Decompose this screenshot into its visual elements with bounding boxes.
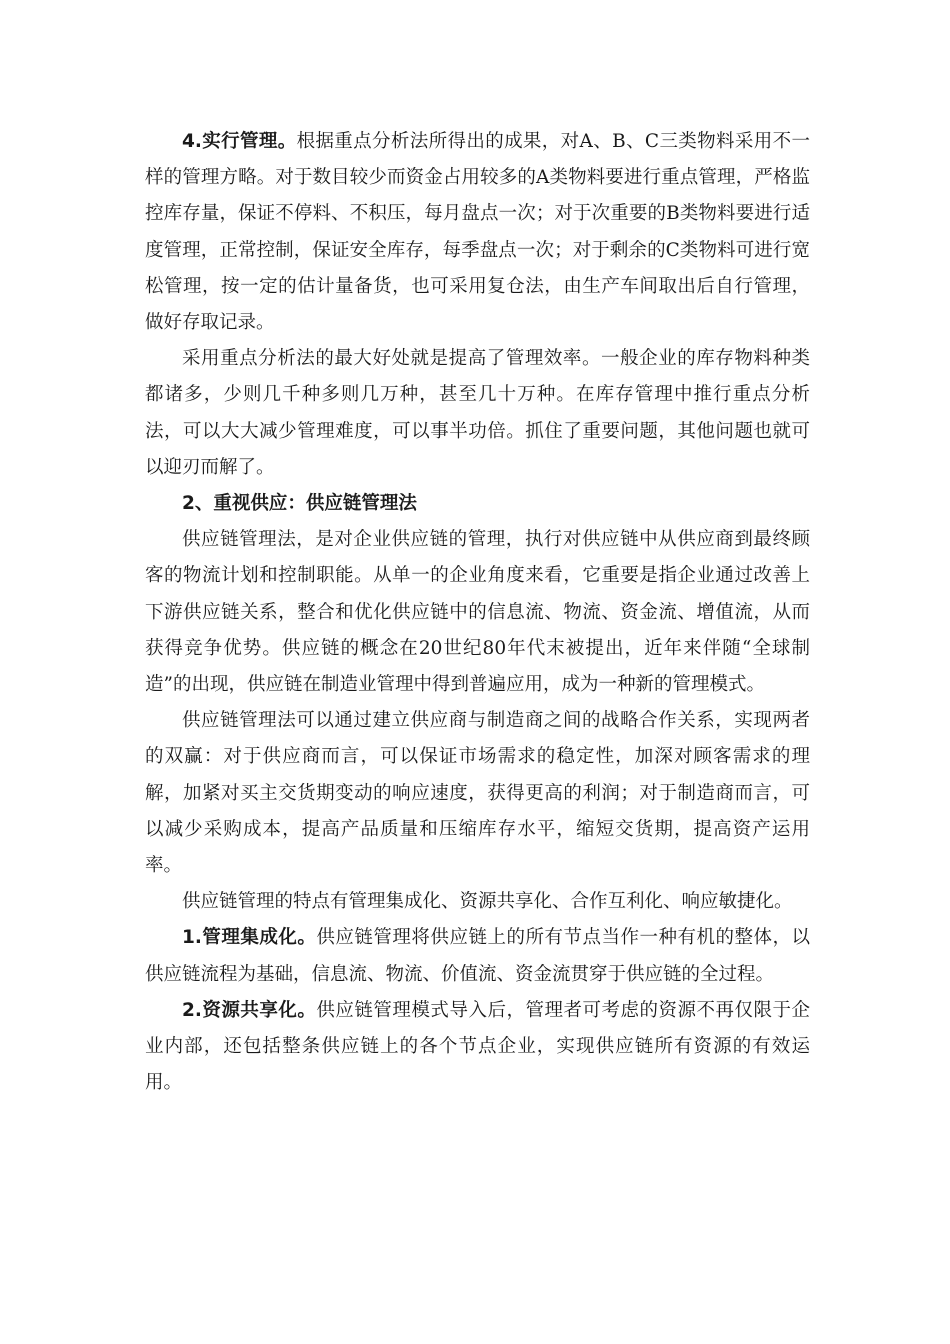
paragraph-scm-win-win — [145, 703, 810, 884]
paragraph-text: 供应链管理法，是对企业供应链的管理，执行对供应链中从供应商到最终顾客的物流计划和控制职能。从单一的企业角度来看，它重要是指企业通过改善上下游供应链关系，整合和优化供应链中的信息流、物流、资金流、增值流，从而获得竞争优势。供应链的概念在20世纪80年代末被提出，近年来伴随“全球制造”的出现，供应链在制造业管理中得到普遍应用，成为一种新的管理模式。 — [145, 529, 810, 696]
paragraph-lead-bold: 4.实行管理。 — [182, 131, 297, 152]
paragraph-text: 供应链管理法可以通过建立供应商与制造商之间的战略合作关系，实现两者的双赢：对于供应商而言，可以保证市场需求的稳定性，加深对顾客需求的理解，加紧对买主交货期变动的响应速度，获得更高的利润；对于制造商而言，可以减少采购成本，提高产品质量和压缩库存水平，缩短交货期，提高资产运用率。 — [145, 710, 810, 877]
paragraph-scm-definition — [145, 522, 810, 703]
paragraph-integration — [145, 920, 810, 992]
paragraph-scm-features — [145, 884, 810, 920]
paragraph-resource-sharing — [145, 993, 810, 1102]
section-heading: 2、重视供应：供应链管理法 — [182, 493, 417, 515]
paragraph-text: 供应链管理将供应链上的所有节点当作一种有机的整体，以供应链流程为基础，信息流、物流、价值流、资金流贯穿于供应链的全过程。 — [145, 927, 810, 985]
paragraph-implement-management — [145, 124, 810, 341]
paragraph-text: 根据重点分析法所得出的成果，对A、B、C三类物料采用不一样的管理方略。对于数目较少而资金占用较多的A类物料要进行重点管理，严格监控库存量，保证不停料、不积压，每月盘点一次；对于次重要的B类物料要进行适度管理，正常控制，保证安全库存，每季盘点一次；对于剩余的C类物料可进行宽松管理，按一定的估计量备货，也可采用复仓法，由生产车间取出后自行管理，做好存取记录。 — [145, 131, 810, 334]
document-body — [145, 124, 810, 1101]
paragraph-text: 供应链管理的特点有管理集成化、资源共享化、合作互利化、响应敏捷化。 — [182, 891, 793, 913]
paragraph-lead-bold: 2.资源共享化。 — [182, 999, 317, 1021]
paragraph-abc-benefit — [145, 341, 810, 486]
paragraph-text: 供应链管理模式导入后，管理者可考虑的资源不再仅限于企业内部，还包括整条供应链上的各个节点企业，实现供应链所有资源的有效运用。 — [145, 999, 810, 1094]
paragraph-lead-bold: 1.管理集成化。 — [182, 927, 317, 949]
paragraph-text: 采用重点分析法的最大好处就是提高了管理效率。一般企业的库存物料种类都诸多，少则几千种多则几万种，甚至几十万种。在库存管理中推行重点分析法，可以大大减少管理难度，可以事半功倍。抓住了重要问题，其他问题也就可以迎刃而解了。 — [145, 348, 810, 478]
